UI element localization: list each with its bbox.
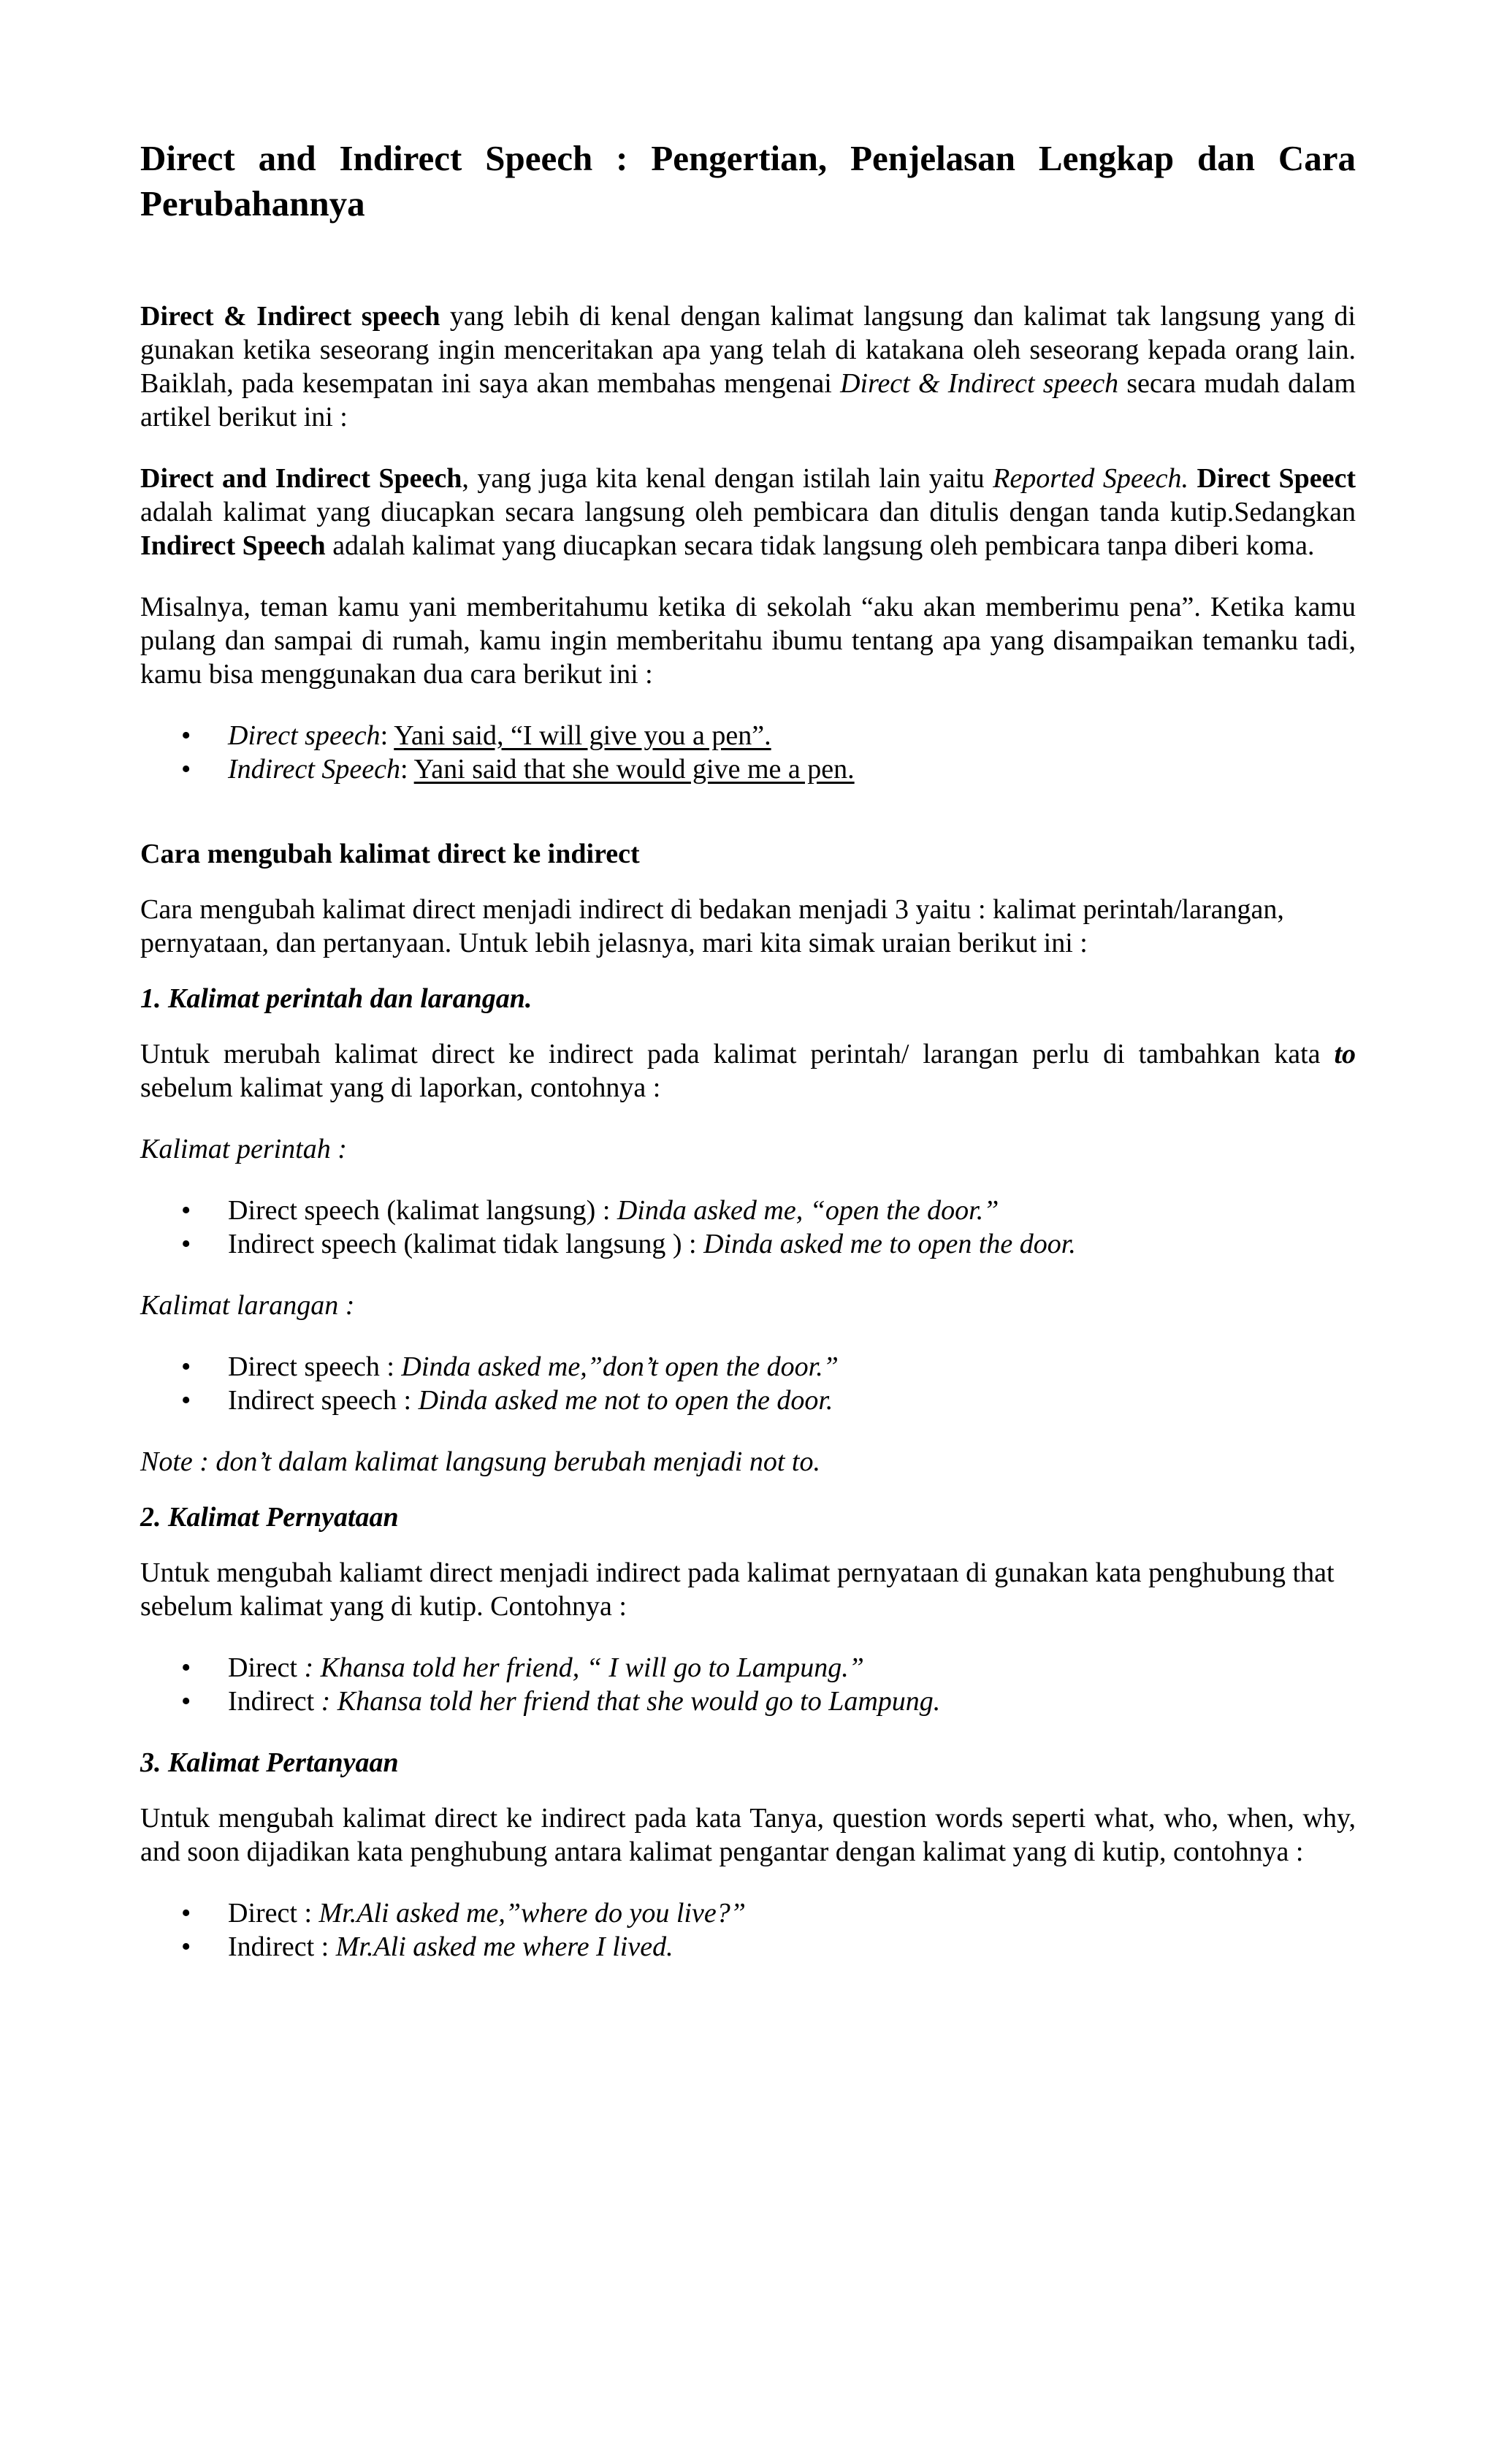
subsection-heading-3: 3. Kalimat Pertanyaan — [140, 1747, 399, 1778]
list-item — [140, 1896, 1356, 1930]
bullet: • — [181, 1652, 191, 1683]
definition-paragraph — [140, 462, 1356, 562]
section-intro-paragraph: Cara mengubah kalimat direct menjadi indirect di bedakan menjadi 3 yaitu : kalimat perintah/larangan, pernyataan, dan pertanyaan. Untuk lebih jelasnya, mari kita simak uraian berikut ini : — [140, 894, 1284, 958]
bullet: • — [181, 1931, 191, 1962]
perintah-label: Kalimat perintah : — [140, 1134, 347, 1164]
item-label: Indirect : — [228, 1931, 336, 1962]
example-label: Indirect Speech — [228, 754, 400, 785]
subsection-heading-1: 1. Kalimat perintah dan larangan. — [140, 983, 533, 1014]
intro-text-1: yang lebih di kenal dengan kalimat langsung dan kalimat tak langsung yang di gunakan ketika seseorang ingin menceritakan apa yang telah di katakana oleh seseorang kepada orang lain. Baiklah, pada kesempatan ini saya akan membahas mengenai — [140, 301, 1356, 399]
bullet: • — [181, 754, 191, 785]
bullet: • — [181, 1195, 191, 1226]
page-title: Direct and Indirect Speech : Pengertian, Penjelasan Lengkap dan Cara Perubahannya — [140, 138, 1356, 224]
intro-italic-term: Direct & Indirect speech — [840, 368, 1119, 399]
item-example: : Khansa told her friend, “ I will go to Lampung.” — [304, 1652, 864, 1683]
subsection-heading-2: 2. Kalimat Pernyataan — [140, 1502, 399, 1533]
item-label: Direct speech : — [228, 1351, 402, 1382]
s1-keyword: to — [1334, 1039, 1356, 1069]
larangan-list — [140, 1350, 1356, 1417]
list-item — [140, 1384, 1356, 1417]
perintah-list — [140, 1194, 1356, 1261]
item-example: Mr.Ali asked me,”where do you live?” — [318, 1898, 746, 1929]
def-text-1: , yang juga kita kenal dengan istilah lain yaitu — [462, 463, 993, 494]
larangan-label: Kalimat larangan : — [140, 1290, 355, 1321]
item-example: : Khansa told her friend that she would go to Lampung. — [321, 1686, 941, 1717]
list-item — [140, 1685, 1356, 1718]
pernyataan-list — [140, 1651, 1356, 1718]
intro-paragraph — [140, 300, 1356, 434]
list-item — [140, 1930, 1356, 1964]
def-bold-2: Direct Speect — [1197, 463, 1356, 494]
list-item — [140, 1350, 1356, 1384]
item-label: Indirect speech : — [228, 1385, 419, 1416]
item-label: Direct : — [228, 1898, 319, 1929]
example-label: Direct speech — [228, 720, 381, 751]
document-body — [140, 136, 1356, 1964]
def-text-3: adalah kalimat yang diucapkan secara langsung oleh pembicara dan ditulis dengan tanda kutip.Sedangkan — [140, 497, 1356, 527]
note-text: Note : don’t dalam kalimat langsung berubah menjadi not to. — [140, 1446, 820, 1477]
bullet: • — [181, 1686, 191, 1717]
def-bold-1: Direct and Indirect Speech — [140, 463, 462, 494]
pertanyaan-list — [140, 1896, 1356, 1964]
def-italic-1: Reported Speech. — [993, 463, 1188, 494]
example-text: Yani said, “I will give you a pen”. — [394, 720, 771, 751]
def-text-2 — [1188, 463, 1197, 494]
item-example: Dinda asked me not to open the door. — [418, 1385, 833, 1416]
example-paragraph: Misalnya, teman kamu yani memberitahumu ketika di sekolah “aku akan memberimu pena”. Ketika kamu pulang dan sampai di rumah, kamu ingin memberitahu ibumu tentang apa yang disampaikan temanku tadi, kamu bisa menggunakan dua cara berikut ini : — [140, 592, 1356, 690]
item-example: Dinda asked me,”don’t open the door.” — [401, 1351, 839, 1382]
item-example: Dinda asked me to open the door. — [703, 1229, 1076, 1259]
list-item — [140, 719, 1356, 752]
intro-bold-term: Direct & Indirect speech — [140, 301, 440, 332]
bullet: • — [181, 1898, 191, 1929]
list-item — [140, 1651, 1356, 1685]
s1-text-2: sebelum kalimat yang di laporkan, contohnya : — [140, 1072, 661, 1103]
bullet: • — [181, 1351, 191, 1382]
subsection-1-paragraph — [140, 1037, 1356, 1105]
example-list — [140, 719, 1356, 786]
intro-text-2: secara mudah dalam artikel berikut ini : — [140, 368, 1356, 432]
list-item — [140, 1227, 1356, 1261]
s1-text-1: Untuk merubah kalimat direct ke indirect pada kalimat perintah/ larangan perlu di tambahkan kata — [140, 1039, 1335, 1069]
example-separator: : — [380, 720, 394, 751]
def-bold-3: Indirect Speech — [140, 530, 326, 561]
section-heading: Cara mengubah kalimat direct ke indirect — [140, 839, 640, 869]
subsection-3-paragraph: Untuk mengubah kalimat direct ke indirect pada kata Tanya, question words seperti what, who, when, why, and soon dijadikan kata penghubung antara kalimat pengantar dengan kalimat yang di kutip, contohnya : — [140, 1803, 1356, 1867]
def-text-4: adalah kalimat yang diucapkan secara tidak langsung oleh pembicara tanpa diberi koma. — [325, 530, 1315, 561]
list-item — [140, 1194, 1356, 1227]
bullet: • — [181, 1229, 191, 1259]
list-item — [140, 752, 1356, 786]
item-label: Indirect speech (kalimat tidak langsung ) : — [228, 1229, 704, 1259]
subsection-2-paragraph: Untuk mengubah kaliamt direct menjadi indirect pada kalimat pernyataan di gunakan kata penghubung that sebelum kalimat yang di kutip. Contohnya : — [140, 1557, 1335, 1622]
item-example: Mr.Ali asked me where I lived. — [335, 1931, 673, 1962]
item-label: Direct speech (kalimat langsung) : — [228, 1195, 617, 1226]
bullet: • — [181, 720, 191, 751]
item-label: Direct — [228, 1652, 305, 1683]
bullet: • — [181, 1385, 191, 1416]
item-example: Dinda asked me, “open the door.” — [617, 1195, 999, 1226]
item-label: Indirect — [228, 1686, 321, 1717]
example-separator: : — [400, 754, 414, 785]
example-text: Yani said that she would give me a pen. — [413, 754, 855, 785]
